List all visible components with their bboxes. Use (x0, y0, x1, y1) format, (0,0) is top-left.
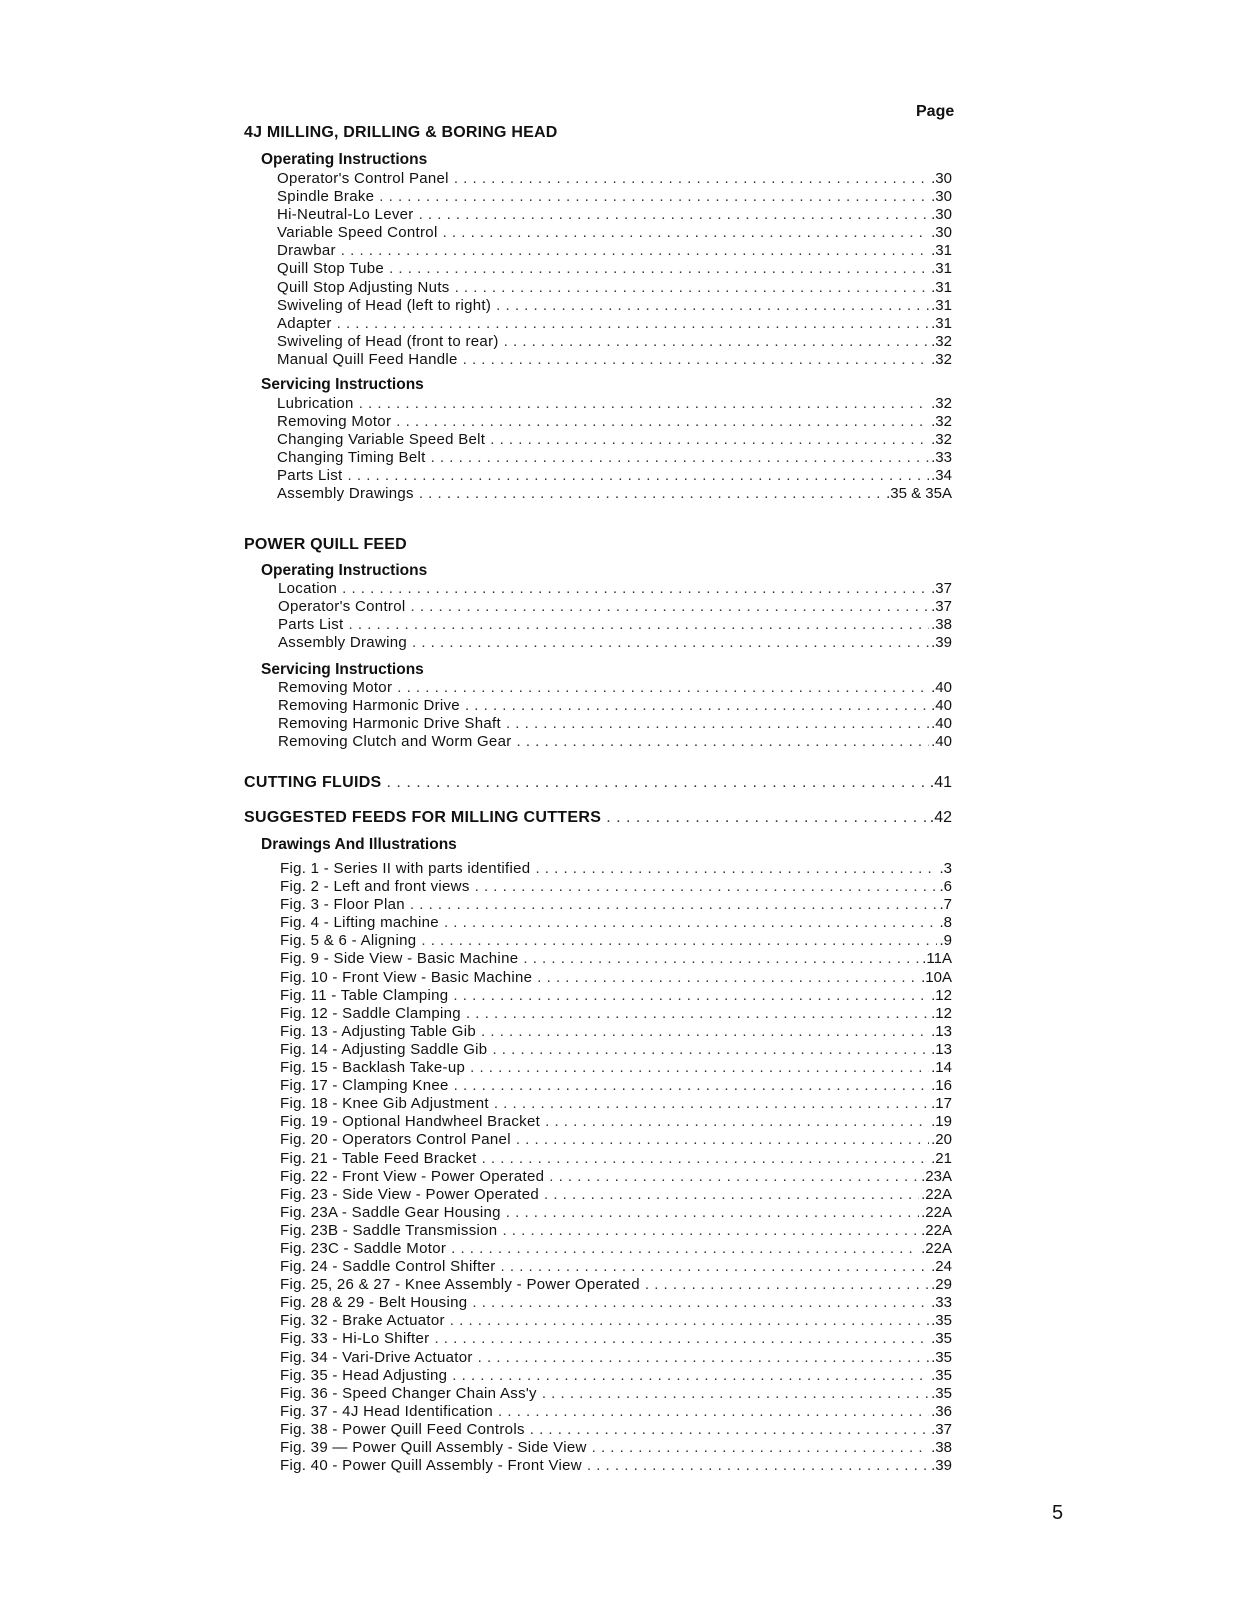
toc-entry-label: Operator's Control Panel (277, 170, 449, 187)
subheading-operating-instructions: Operating Instructions (261, 562, 428, 579)
toc-entry-label: Assembly Drawing (278, 634, 408, 652)
toc-entry-page: .35 & 35A (886, 485, 952, 503)
toc-entry-label: Fig. 20 - Operators Control Panel (280, 1131, 511, 1149)
toc-entry-page: .31 (931, 260, 952, 278)
dot-leader (451, 1240, 919, 1258)
toc-entry-label: Drawbar (277, 242, 336, 260)
toc-entry (280, 1168, 952, 1186)
toc-entry-label: Changing Variable Speed Belt (277, 431, 486, 449)
dot-leader (349, 616, 930, 634)
toc-entry-suggested-feeds: SUGGESTED FEEDS FOR MILLING CUTTERS . . . .42 (244, 809, 952, 827)
subheading-operating-instructions: Operating Instructions (261, 151, 428, 168)
toc-entry-page: .36 (931, 1402, 952, 1420)
toc-entry (277, 297, 952, 315)
toc-entry (280, 1330, 952, 1348)
toc-entry-page: .30 (931, 188, 952, 206)
toc-entry-label: Variable Speed Control (277, 224, 438, 242)
toc-entry-page: .12 (931, 986, 952, 1004)
toc-entry-label: Removing Motor (278, 679, 393, 696)
toc-entry (277, 485, 952, 503)
toc-entry-label: Fig. 23C - Saddle Motor (280, 1239, 447, 1257)
dot-leader (359, 395, 929, 413)
toc-entry-page: .29 (931, 1276, 952, 1294)
toc-entry-label: Fig. 3 - Floor Plan (280, 896, 405, 914)
dot-leader (498, 1403, 929, 1421)
toc-entry-page: .19 (931, 1113, 952, 1131)
dot-leader (482, 1150, 930, 1168)
toc-entry (280, 1258, 952, 1276)
toc-entry-label: Assembly Drawings (277, 485, 414, 503)
toc-entry-page: .13 (931, 1040, 952, 1058)
dot-leader (453, 987, 929, 1005)
toc-entry-page: .6 (939, 878, 952, 896)
toc-entry-label: Fig. 19 - Optional Handwheel Bracket (280, 1113, 541, 1131)
toc-entry (277, 333, 952, 351)
toc-entry-label: Fig. 17 - Clamping Knee (280, 1077, 449, 1095)
toc-entry (280, 1421, 952, 1439)
toc-entry-page: .22A (921, 1239, 952, 1257)
dot-leader (396, 413, 929, 431)
dot-leader (506, 715, 929, 733)
toc-entry-page: .31 (931, 278, 952, 296)
toc-entry-page: .37 (931, 580, 952, 597)
dot-leader (452, 1367, 929, 1385)
dot-leader (419, 485, 884, 503)
toc-entry (277, 351, 952, 369)
toc-entry-label: Spindle Brake (277, 188, 375, 206)
toc-entry (280, 1131, 952, 1149)
toc-entry (278, 679, 952, 697)
toc-list-quill-operating (278, 580, 952, 652)
toc-entry-page: .39 (931, 634, 952, 652)
subheading-servicing-instructions: Servicing Instructions (261, 661, 424, 678)
toc-entry-label: Swiveling of Head (left to right) (277, 296, 492, 314)
toc-entry-label: Location (278, 580, 338, 597)
toc-entry-page: .23A (921, 1167, 952, 1185)
toc-entry-label: Fig. 33 - Hi-Lo Shifter (280, 1330, 430, 1348)
toc-entry-page: .20 (931, 1131, 952, 1149)
toc-entry-label: Fig. 23A - Saddle Gear Housing (280, 1203, 501, 1221)
dot-leader (530, 1421, 929, 1439)
toc-entry (280, 896, 952, 914)
toc-entry-page: .32 (931, 431, 952, 449)
toc-entry-page: .7 (939, 896, 952, 914)
dot-leader (549, 1168, 919, 1186)
toc-entry-label: Fig. 37 - 4J Head Identification (280, 1402, 494, 1420)
toc-entry-label: Fig. 23 - Side View - Power Operated (280, 1185, 539, 1203)
toc-entry-page: .32 (931, 395, 952, 412)
dot-leader (455, 279, 930, 297)
toc-entry (280, 1059, 952, 1077)
dot-leader (419, 206, 930, 224)
toc-entry-label: Fig. 21 - Table Feed Bracket (280, 1149, 477, 1167)
dot-leader (348, 467, 930, 485)
dot-leader (443, 224, 930, 242)
toc-entry-page: .31 (931, 296, 952, 314)
toc-entry-page: .22A (921, 1203, 952, 1221)
dot-leader (496, 297, 929, 315)
dot-leader (397, 679, 929, 697)
toc-entry-label: Removing Motor (277, 413, 392, 431)
section-title-power-quill-feed: POWER QUILL FEED (244, 536, 407, 553)
toc-entry-page: .37 (931, 1420, 952, 1438)
toc-entry-page: .35 (931, 1312, 952, 1330)
toc-entry-label: Parts List (277, 467, 343, 485)
toc-entry (278, 715, 952, 733)
toc-entry-page: .30 (931, 224, 952, 242)
toc-entry (280, 987, 952, 1005)
toc-entry-label: Changing Timing Belt (277, 449, 426, 467)
toc-entry-page: .32 (931, 332, 952, 350)
toc-entry (280, 1367, 952, 1385)
toc-entry-label: Fig. 11 - Table Clamping (280, 986, 449, 1004)
toc-entry-label: Fig. 34 - Vari-Drive Actuator (280, 1348, 473, 1366)
dot-leader (444, 914, 938, 932)
dot-leader (544, 1186, 919, 1204)
toc-entry-page: .33 (931, 449, 952, 467)
toc-entry (280, 1077, 952, 1095)
toc-entry-label: Fig. 32 - Brake Actuator (280, 1312, 445, 1330)
subheading-drawings-illustrations: Drawings And Illustrations (261, 836, 457, 853)
toc-entry-page: .16 (931, 1077, 952, 1095)
toc-entry-page: .22A (921, 1185, 952, 1203)
toc-entry (280, 1457, 952, 1475)
toc-entry-label: Parts List (278, 616, 344, 634)
toc-entry (280, 950, 952, 968)
dot-leader (501, 1258, 930, 1276)
dot-leader (421, 932, 937, 950)
toc-entry-page: .21 (931, 1149, 952, 1167)
toc-entry-page: .32 (931, 350, 952, 368)
dot-leader (337, 315, 930, 333)
toc-entry (277, 206, 952, 224)
toc-list-milling-servicing (277, 395, 952, 504)
dot-leader (454, 170, 929, 188)
toc-entry-label: Fig. 9 - Side View - Basic Machine (280, 950, 519, 968)
toc-entry-label: Quill Stop Tube (277, 260, 385, 278)
toc-entry-page: .33 (931, 1294, 952, 1312)
toc-entry (280, 1186, 952, 1204)
toc-entry-page: .35 (931, 1348, 952, 1366)
dot-leader (454, 1077, 929, 1095)
toc-entry (280, 1222, 952, 1240)
toc-entry (278, 616, 952, 634)
toc-entry-label: Fig. 25, 26 & 27 - Knee Assembly - Power Operated (280, 1276, 640, 1294)
dot-leader (465, 697, 929, 715)
toc-entry-page: .8 (939, 914, 952, 932)
dot-leader (434, 1330, 929, 1348)
toc-entry-page: .3 (939, 860, 952, 877)
toc-entry (277, 413, 952, 431)
dot-leader (504, 333, 929, 351)
dot-leader (470, 1059, 929, 1077)
toc-entry (277, 431, 952, 449)
toc-entry (277, 188, 952, 206)
dot-leader (516, 1131, 929, 1149)
toc-entry-label: Fig. 22 - Front View - Power Operated (280, 1167, 545, 1185)
toc-entry-label: Fig. 24 - Saddle Control Shifter (280, 1258, 496, 1276)
toc-entry (277, 242, 952, 260)
toc-entry-page: .40 (931, 733, 952, 751)
toc-entry-page: .17 (931, 1095, 952, 1113)
dot-leader (450, 1312, 929, 1330)
toc-entry (278, 697, 952, 715)
toc-entry (277, 467, 952, 485)
toc-entry (280, 1349, 952, 1367)
subheading-servicing-instructions: Servicing Instructions (261, 376, 424, 393)
toc-entry-label: Swiveling of Head (front to rear) (277, 332, 499, 350)
toc-entry-page: .40 (931, 715, 952, 733)
dot-leader (535, 860, 937, 878)
dot-leader (412, 634, 929, 652)
toc-entry-label: Operator's Control (278, 598, 406, 616)
toc-entry (280, 1294, 952, 1312)
toc-entry-page: .22A (921, 1221, 952, 1239)
toc-entry (280, 1312, 952, 1330)
toc-entry (278, 634, 952, 652)
toc-entry (280, 1385, 952, 1403)
toc-entry (278, 733, 952, 751)
dot-leader (542, 1385, 929, 1403)
dot-leader (490, 431, 929, 449)
toc-entry (280, 1113, 952, 1131)
dot-leader (523, 950, 920, 968)
toc-list-milling-operating (277, 170, 952, 369)
toc-entry-label: Fig. 35 - Head Adjusting (280, 1366, 448, 1384)
toc-entry-label: Fig. 13 - Adjusting Table Gib (280, 1022, 477, 1040)
dot-leader (517, 733, 930, 751)
toc-entry (280, 860, 952, 878)
dot-leader (545, 1113, 929, 1131)
toc-entry (280, 1240, 952, 1258)
toc-entry-page: .35 (931, 1384, 952, 1402)
toc-entry (277, 224, 952, 242)
toc-entry (277, 170, 952, 188)
toc-entry (277, 315, 952, 333)
toc-entry-label: Fig. 5 & 6 - Aligning (280, 932, 417, 950)
toc-entry (280, 1403, 952, 1421)
toc-entry-label: Fig. 1 - Series II with parts identified (280, 860, 531, 877)
dot-leader (481, 1023, 929, 1041)
toc-entry-page: .38 (931, 616, 952, 634)
toc-entry-label: Fig. 2 - Left and front views (280, 878, 470, 896)
toc-entry-label: Fig. 40 - Power Quill Assembly - Front View (280, 1457, 582, 1475)
toc-entry-page: .9 (939, 932, 952, 950)
toc-list-quill-servicing (278, 679, 952, 751)
toc-entry-page: .30 (931, 170, 952, 187)
toc-entry-page: .24 (931, 1258, 952, 1276)
toc-list-drawings (280, 860, 952, 1475)
toc-entry-label: Fig. 12 - Saddle Clamping (280, 1004, 461, 1022)
dot-leader (342, 580, 929, 598)
dot-leader (645, 1276, 929, 1294)
toc-entry (277, 395, 952, 413)
toc-entry (280, 1023, 952, 1041)
toc-entry-label: Fig. 18 - Knee Gib Adjustment (280, 1095, 489, 1113)
dot-leader (475, 878, 938, 896)
toc-entry-label: Hi-Neutral-Lo Lever (277, 206, 414, 224)
toc-entry-page: .38 (931, 1439, 952, 1456)
toc-entry-page: .34 (931, 467, 952, 485)
toc-entry-label: Fig. 15 - Backlash Take-up (280, 1059, 466, 1077)
dot-leader (389, 260, 929, 278)
toc-entry (277, 279, 952, 297)
dot-leader (466, 1005, 929, 1023)
toc-entry (280, 878, 952, 896)
dot-leader (478, 1349, 929, 1367)
toc-entry-label: Fig. 23B - Saddle Transmission (280, 1221, 498, 1239)
toc-entry (280, 1276, 952, 1294)
toc-entry (280, 969, 952, 987)
toc-entry-label: Removing Harmonic Drive Shaft (278, 715, 501, 733)
toc-entry (280, 1204, 952, 1222)
toc-entry-label: Removing Harmonic Drive (278, 697, 460, 715)
toc-entry-label: Lubrication (277, 395, 354, 412)
toc-entry-label: Adapter (277, 314, 332, 332)
toc-entry-page: .40 (931, 679, 952, 696)
toc-entry-label: Quill Stop Adjusting Nuts (277, 278, 450, 296)
dot-leader (379, 188, 929, 206)
toc-entry-page: .12 (931, 1004, 952, 1022)
toc-entry-label: Fig. 10 - Front View - Basic Machine (280, 968, 533, 986)
toc-entry (280, 1095, 952, 1113)
dot-leader (410, 598, 929, 616)
toc-entry-label: Removing Clutch and Worm Gear (278, 733, 512, 751)
dot-leader (410, 896, 938, 914)
toc-entry-page: .30 (931, 206, 952, 224)
toc-entry-label: Fig. 14 - Adjusting Saddle Gib (280, 1040, 488, 1058)
dot-leader (463, 351, 930, 369)
dot-leader (587, 1457, 929, 1475)
toc-entry-label: Fig. 38 - Power Quill Feed Controls (280, 1420, 525, 1438)
toc-entry-label: Manual Quill Feed Handle (277, 350, 458, 368)
dot-leader (502, 1222, 919, 1240)
toc-entry (277, 449, 952, 467)
dot-leader (592, 1439, 930, 1457)
toc-entry (278, 580, 952, 598)
dot-leader (537, 969, 919, 987)
toc-entry (280, 1005, 952, 1023)
toc-entry (278, 598, 952, 616)
toc-entry (280, 1439, 952, 1457)
dot-leader (492, 1041, 929, 1059)
toc-entry (280, 914, 952, 932)
toc-entry-page: .31 (931, 314, 952, 332)
dot-leader (341, 242, 929, 260)
toc-entry-page: .31 (931, 242, 952, 260)
toc-entry-page: .37 (931, 598, 952, 616)
toc-entry-page: .35 (931, 1366, 952, 1384)
page-number: 5 (1052, 1502, 1064, 1524)
toc-entry-page: .39 (931, 1457, 952, 1475)
toc-entry (280, 1041, 952, 1059)
toc-entry-page: .14 (931, 1059, 952, 1077)
toc-entry-page: .40 (931, 697, 952, 715)
toc-entry-page: .32 (931, 413, 952, 431)
toc-entry (277, 260, 952, 278)
toc-entry-label: Fig. 36 - Speed Changer Chain Ass'y (280, 1384, 537, 1402)
section-title-milling-head: 4J MILLING, DRILLING & BORING HEAD (244, 124, 558, 141)
toc-entry-page: .35 (931, 1330, 952, 1348)
dot-leader (431, 449, 930, 467)
dot-leader (494, 1095, 929, 1113)
toc-entry-label: Fig. 28 & 29 - Belt Housing (280, 1294, 468, 1312)
toc-entry-page: .13 (931, 1022, 952, 1040)
toc-entry (280, 1150, 952, 1168)
toc-entry-label: Fig. 4 - Lifting machine (280, 914, 439, 932)
dot-leader (506, 1204, 919, 1222)
toc-entry-page: .10A (921, 968, 952, 986)
toc-entry-page: .11A (922, 950, 952, 968)
dot-leader (472, 1294, 929, 1312)
page-label: Page (916, 103, 955, 120)
toc-entry (280, 932, 952, 950)
toc-entry-label: Fig. 39 — Power Quill Assembly - Side View (280, 1439, 587, 1456)
toc-entry-cutting-fluids: CUTTING FLUIDS . . . .41 (244, 774, 952, 792)
